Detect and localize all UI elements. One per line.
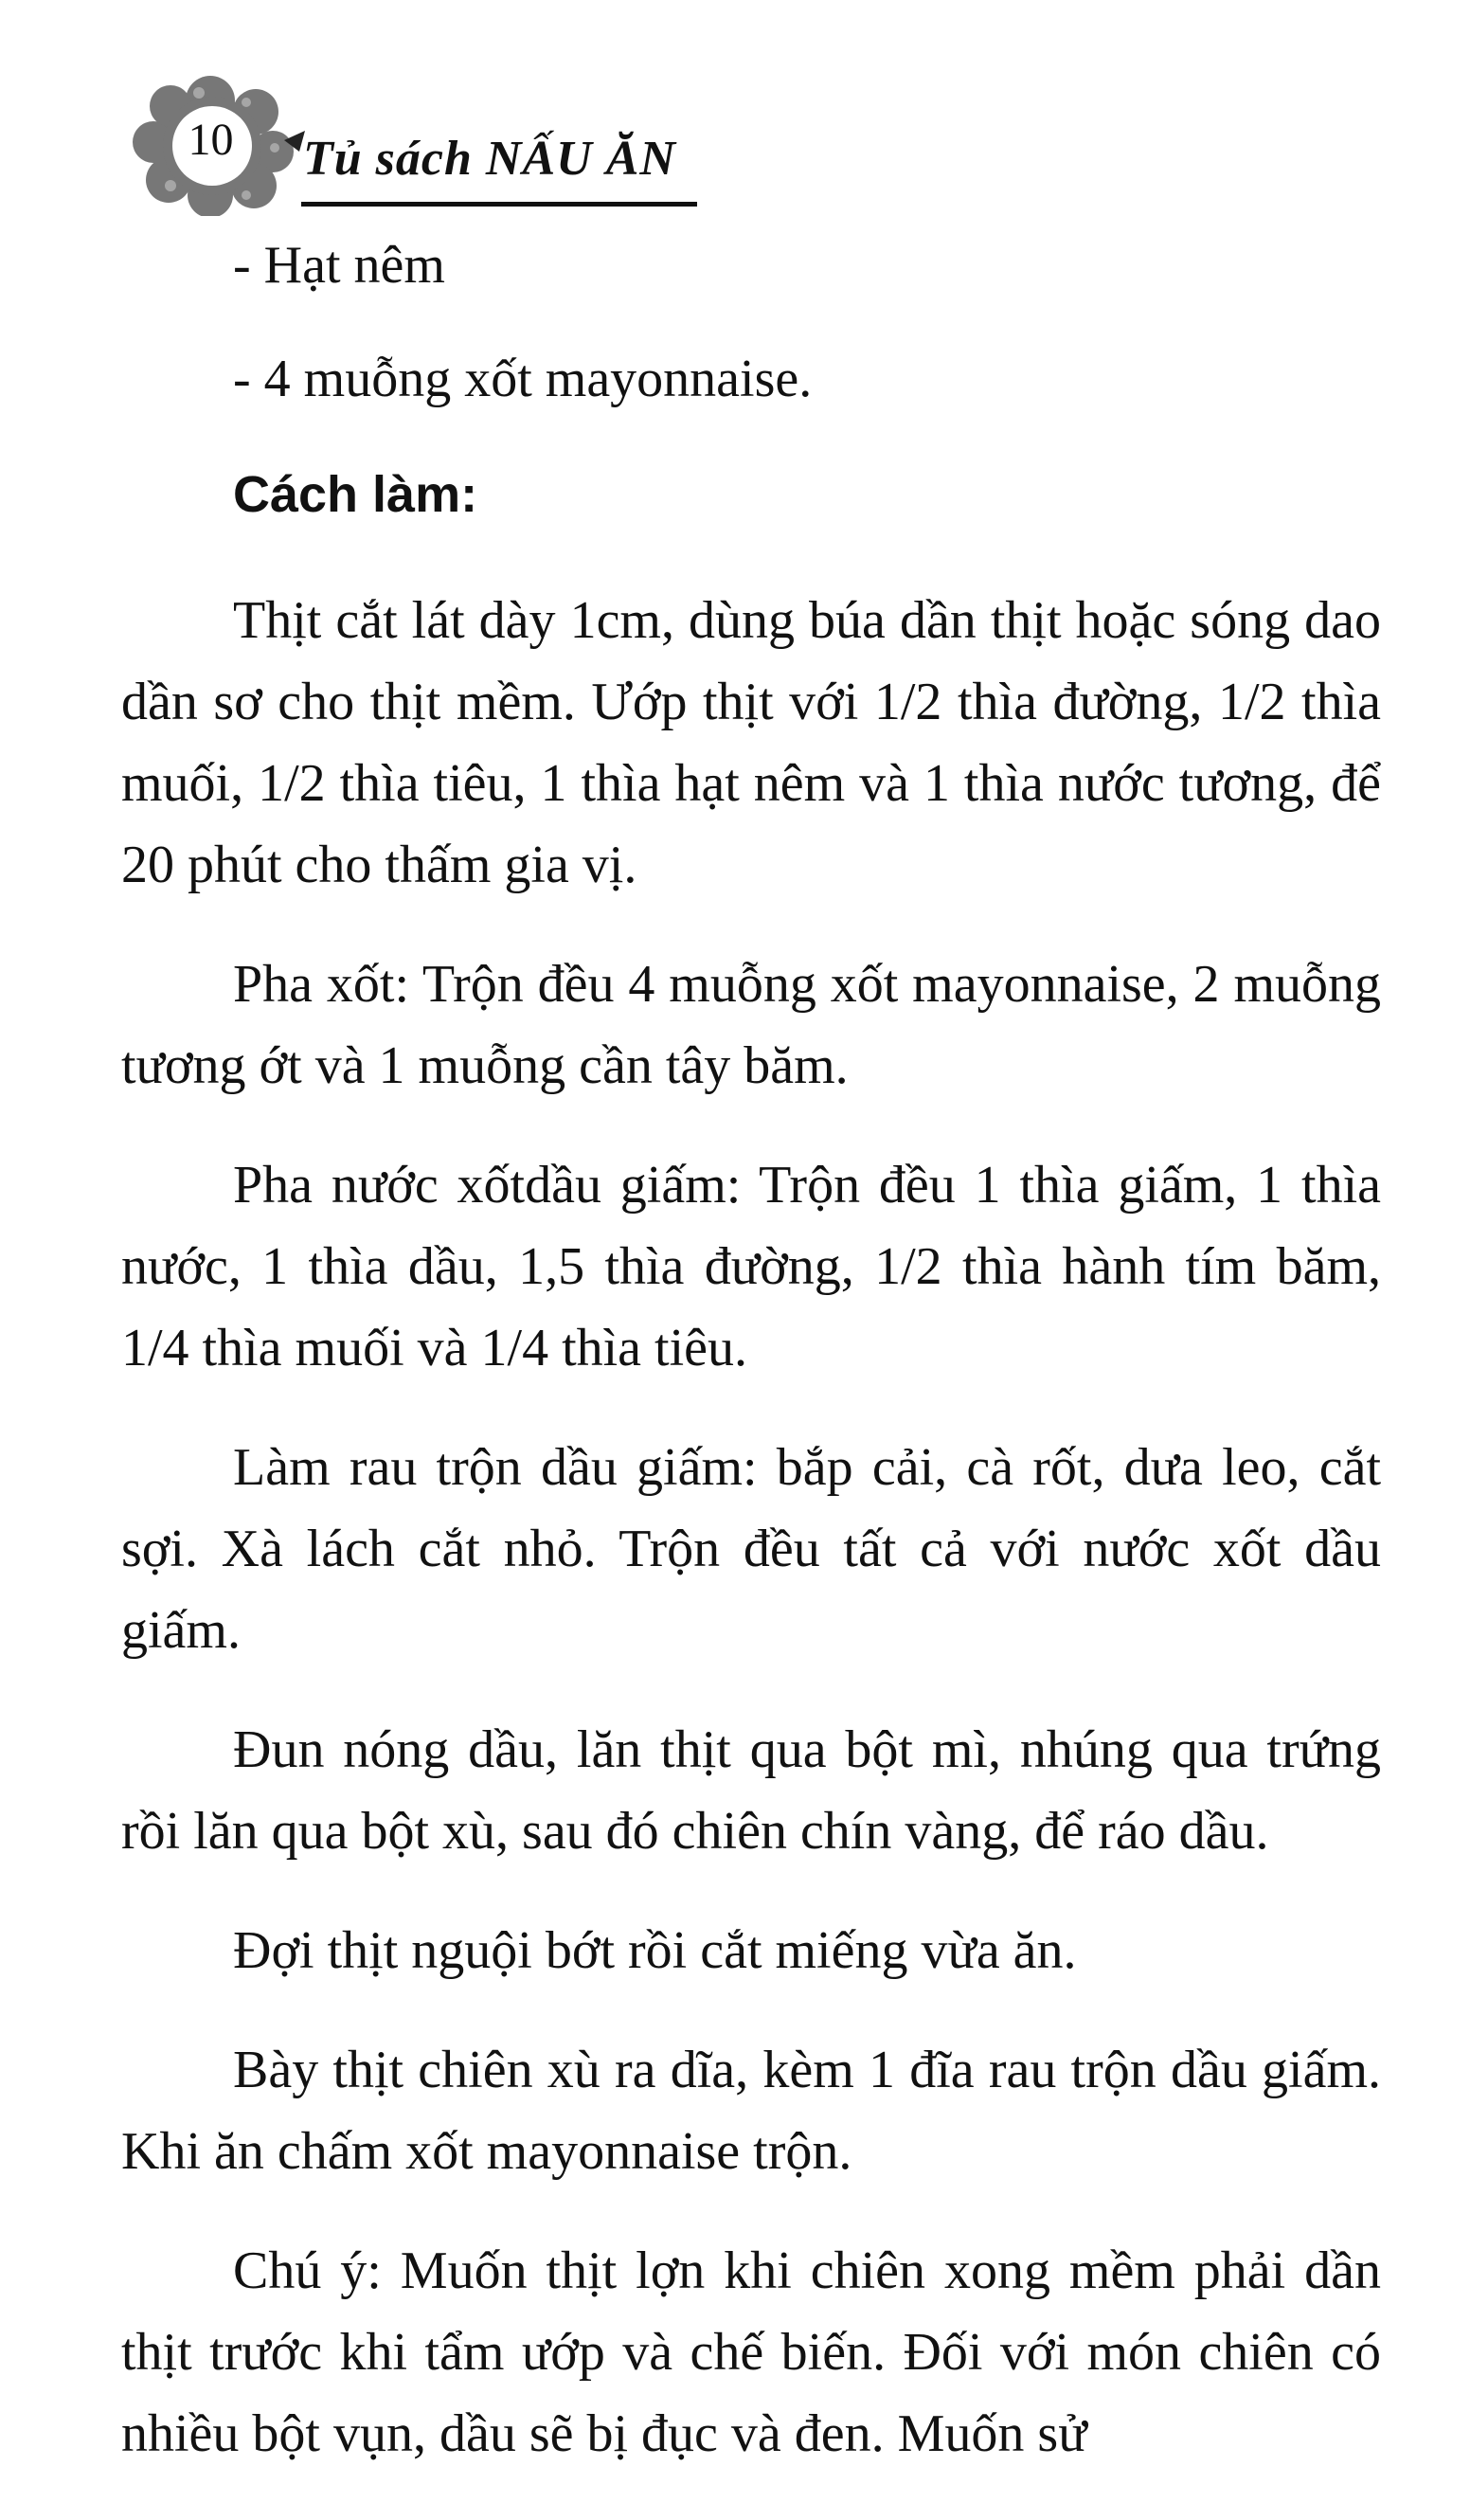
ingredient-item: - 4 muỗng xốt mayonnaise. [233, 350, 813, 408]
method-paragraph: Làm rau trộn dầu giấm: bắp cải, cà rốt, dưa leo, cắt sợi. Xà lách cắt nhỏ. Trộn đều tất cả với nước xốt dầu giấm. [121, 1438, 1381, 1660]
method-paragraph: Bày thịt chiên xù ra dĩa, kèm 1 đĩa rau trộn dầu giấm. Khi ăn chấm xốt mayonnaise trộn. [121, 2041, 1381, 2181]
ingredient-item: - Hạt nêm [233, 236, 445, 295]
method-heading: Cách làm: [233, 466, 478, 523]
method-paragraph: Đun nóng dầu, lăn thịt qua bột mì, nhúng qua trứng rồi lăn qua bột xù, sau đó chiên chín vàng, để ráo dầu. [121, 1720, 1381, 1861]
method-paragraph: Pha nước xốtdầu giấm: Trộn đều 1 thìa giấm, 1 thìa nước, 1 thìa dầu, 1,5 thìa đường, 1/2 thìa hành tím băm, 1/4 thìa muối và 1/4 thìa tiêu. [121, 1156, 1381, 1377]
method-paragraph: Pha xốt: Trộn đều 4 muỗng xốt mayonnaise, 2 muỗng tương ớt và 1 muỗng cần tây băm. [121, 955, 1381, 1095]
method-paragraph: Thịt cắt lát dày 1cm, dùng búa dần thịt hoặc sóng dao dần sơ cho thịt mềm. Ướp thịt với 1/2 thìa đường, 1/2 thìa muối, 1/2 thìa tiêu, 1 thìa hạt nêm và 1 thìa nước tương, để 20 phút cho thấm gia vị. [121, 591, 1381, 894]
method-paragraph: Chú ý: Muốn thịt lợn khi chiên xong mềm phải dần thịt trước khi tẩm ướp và chế biến. Đối với món chiên có nhiều bột vụn, dầu sẽ bị đục và đen. Muốn sử [121, 2241, 1381, 2463]
header-underline [301, 202, 697, 207]
series-title: Tủ sách NẤU ĂN [303, 132, 676, 186]
page-header [133, 74, 720, 216]
page-number: 10 [188, 115, 234, 165]
recipe-content [121, 227, 1381, 2512]
method-paragraph: Đợi thịt nguội bớt rồi cắt miếng vừa ăn. [233, 1921, 1077, 1980]
